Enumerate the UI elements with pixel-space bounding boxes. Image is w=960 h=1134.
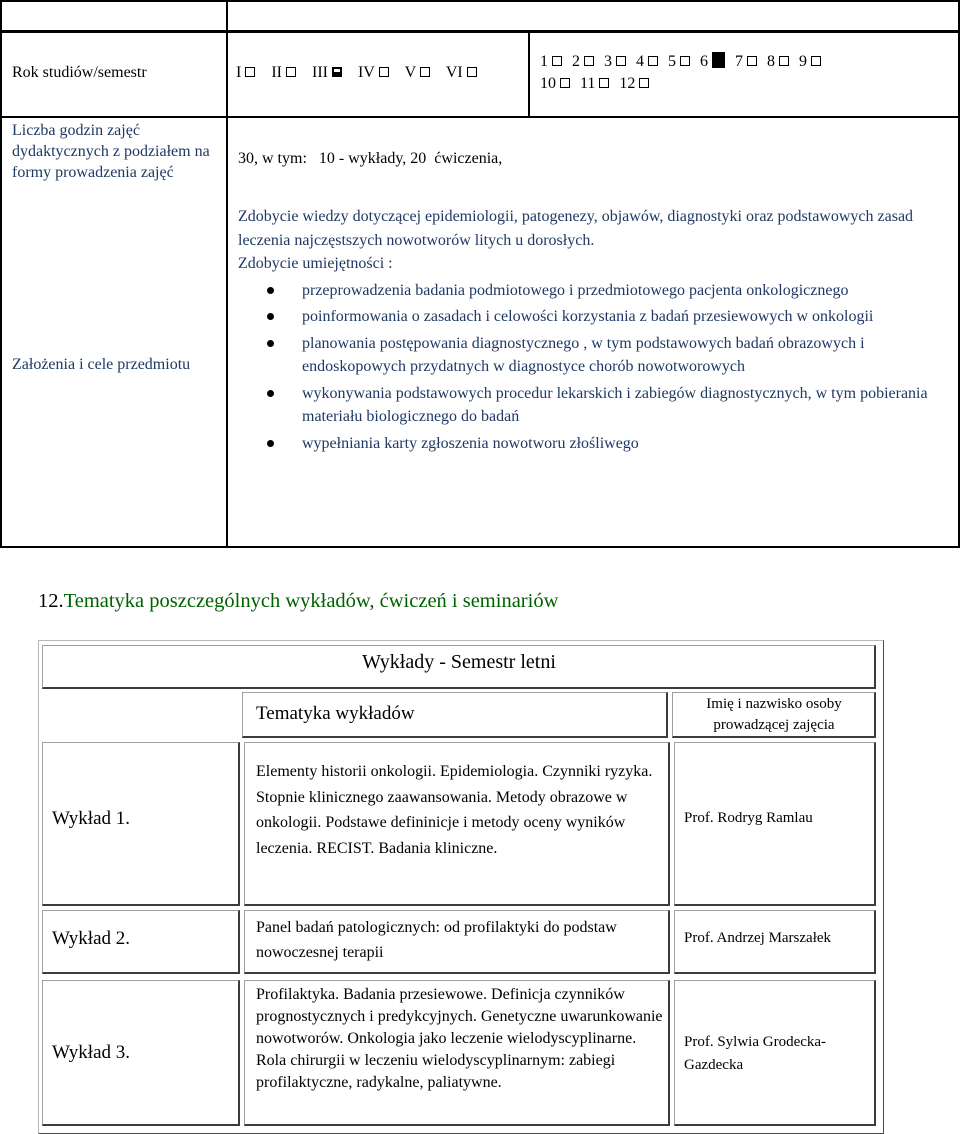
list-item: przeprowadzenia badania podmiotowego i przedmiotowego pacjenta onkologicznego	[238, 279, 948, 303]
checkbox-icon	[779, 56, 789, 66]
table-border-bottom	[0, 546, 960, 548]
semester-option-7[interactable]: 7	[735, 53, 763, 70]
year-option-I[interactable]: I	[236, 64, 261, 81]
goals-label: Założenia i cele przedmiotu	[12, 356, 191, 373]
lecture-3-lecturer: Prof. Sylwia Grodecka-Gazdecka	[684, 1034, 827, 1073]
year-option-V[interactable]: V	[405, 64, 437, 81]
checkbox-icon	[379, 67, 389, 77]
section-title: Tematyka poszczególnych wykładów, ćwiczeń i seminariów	[63, 590, 559, 612]
checkbox-icon	[560, 78, 570, 88]
semester-row-2	[540, 73, 827, 95]
table-border-top	[0, 0, 960, 2]
hours-label: Liczba godzin zajęć dydaktycznych z podziałem na formy prowadzenia zajęć	[12, 122, 210, 181]
bullet-icon	[267, 313, 274, 320]
lecture-2-topic: Panel badań patologicznych: od profilaktyki do podstaw nowoczesnej terapii	[256, 919, 617, 961]
year-checkbox-group	[236, 64, 489, 82]
checked-checkbox-icon	[332, 67, 342, 77]
year-option-VI[interactable]: VI	[446, 64, 483, 81]
lecture-3-name: Wykład 3.	[52, 1042, 131, 1063]
header-lecturer: Imię i nazwisko osoby prowadzącej zajęcia	[706, 696, 842, 733]
checkbox-icon	[420, 67, 430, 77]
skills-list	[238, 279, 948, 456]
checkbox-icon	[467, 67, 477, 77]
list-item: planowania postępowania diagnostycznego , w tym podstawowych badań obrazowych i endoskopowych przydatnych w diagnostyce chorób nowotworowych	[238, 332, 948, 379]
table-border-row	[0, 30, 960, 33]
year-option-IV[interactable]: IV	[358, 64, 395, 81]
table-border-row	[0, 116, 960, 118]
goals-content	[238, 205, 948, 455]
bullet-icon	[267, 340, 274, 347]
semester-option-4[interactable]: 4	[636, 53, 664, 70]
semester-option-1[interactable]: 1	[540, 53, 568, 70]
skills-intro: Zdobycie umiejętności :	[238, 255, 393, 272]
checkbox-icon	[648, 56, 658, 66]
list-item: wykonywania podstawowych procedur lekarskich i zabiegów diagnostycznych, w tym pobierania materiału biologicznego do badań	[238, 382, 948, 429]
lecture-1-lecturer: Prof. Rodryg Ramlau	[684, 810, 813, 826]
bullet-icon	[267, 440, 274, 447]
table-border-col	[528, 30, 530, 116]
checked-checkbox-icon	[712, 52, 725, 68]
lecture-2-lecturer: Prof. Andrzej Marszałek	[684, 930, 832, 946]
list-item: poinformowania o zasadach i celowości korzystania z badań przesiewowych w onkologii	[238, 305, 948, 329]
semester-option-2[interactable]: 2	[572, 53, 600, 70]
checkbox-icon	[616, 56, 626, 66]
checkbox-icon	[552, 56, 562, 66]
list-item: wypełniania karty zgłoszenia nowotworu złośliwego	[238, 432, 948, 456]
checkbox-icon	[811, 56, 821, 66]
table-border-col	[226, 0, 228, 548]
course-info-table	[0, 0, 960, 548]
bullet-icon	[267, 390, 274, 397]
semester-checkbox-group	[540, 51, 827, 95]
lecture-1-topic: Elementy historii onkologii. Epidemiologia. Czynniki ryzyka. Stopnie klinicznego zaawansowania. Metody obrazowe w onkologii. Podstawe defininicje i metody oceny wyników leczenia. RECIST. Badania kliniczne.	[256, 763, 653, 857]
lecture-1-name: Wykład 1.	[52, 808, 131, 829]
year-semester-label: Rok studiów/semestr	[12, 64, 147, 81]
semester-option-10[interactable]: 10	[540, 75, 576, 92]
checkbox-icon	[245, 67, 255, 77]
knowledge-goal: Zdobycie wiedzy dotyczącej epidemiologii, patogenezy, objawów, diagnostyki oraz podstawowych zasad leczenia najczęstszych nowotworów litych u dorosłych.	[238, 208, 914, 249]
semester-option-11[interactable]: 11	[580, 75, 615, 92]
section-heading	[38, 590, 558, 613]
semester-option-3[interactable]: 3	[604, 53, 632, 70]
checkbox-icon	[747, 56, 757, 66]
checkbox-icon	[680, 56, 690, 66]
header-topic: Tematyka wykładów	[256, 703, 415, 724]
table-border-left	[0, 0, 2, 548]
checkbox-icon	[639, 78, 649, 88]
year-option-III[interactable]: III	[312, 64, 348, 81]
lectures-caption: Wykłady - Semestr letni	[362, 651, 556, 673]
lecture-3-topic: Profilaktyka. Badania przesiewowe. Definicja czynników prognostycznych i predykcyjnych. Genetyczne uwarunkowanie nowotworów. Onkologia jako leczenie wielodyscyplinarne. Rola chirurgii w leczeniu wielodyscyplinarnym: zabiegi profilaktyczne, radykalne, paliatywne.	[256, 986, 663, 1091]
semester-option-5[interactable]: 5	[668, 53, 696, 70]
semester-option-12[interactable]: 12	[619, 75, 655, 92]
section-number: 12.	[38, 590, 64, 612]
semester-row-1	[540, 51, 827, 73]
lecture-2-name: Wykład 2.	[52, 928, 131, 949]
semester-option-8[interactable]: 8	[767, 53, 795, 70]
semester-option-6[interactable]: 6	[700, 53, 731, 70]
bullet-icon	[267, 287, 274, 294]
checkbox-icon	[599, 78, 609, 88]
checkbox-icon	[286, 67, 296, 77]
hours-value: 30, w tym: 10 - wykłady, 20 ćwiczenia,	[238, 150, 503, 167]
year-option-II[interactable]: II	[271, 64, 302, 81]
checkbox-icon	[584, 56, 594, 66]
semester-option-9[interactable]: 9	[799, 53, 827, 70]
